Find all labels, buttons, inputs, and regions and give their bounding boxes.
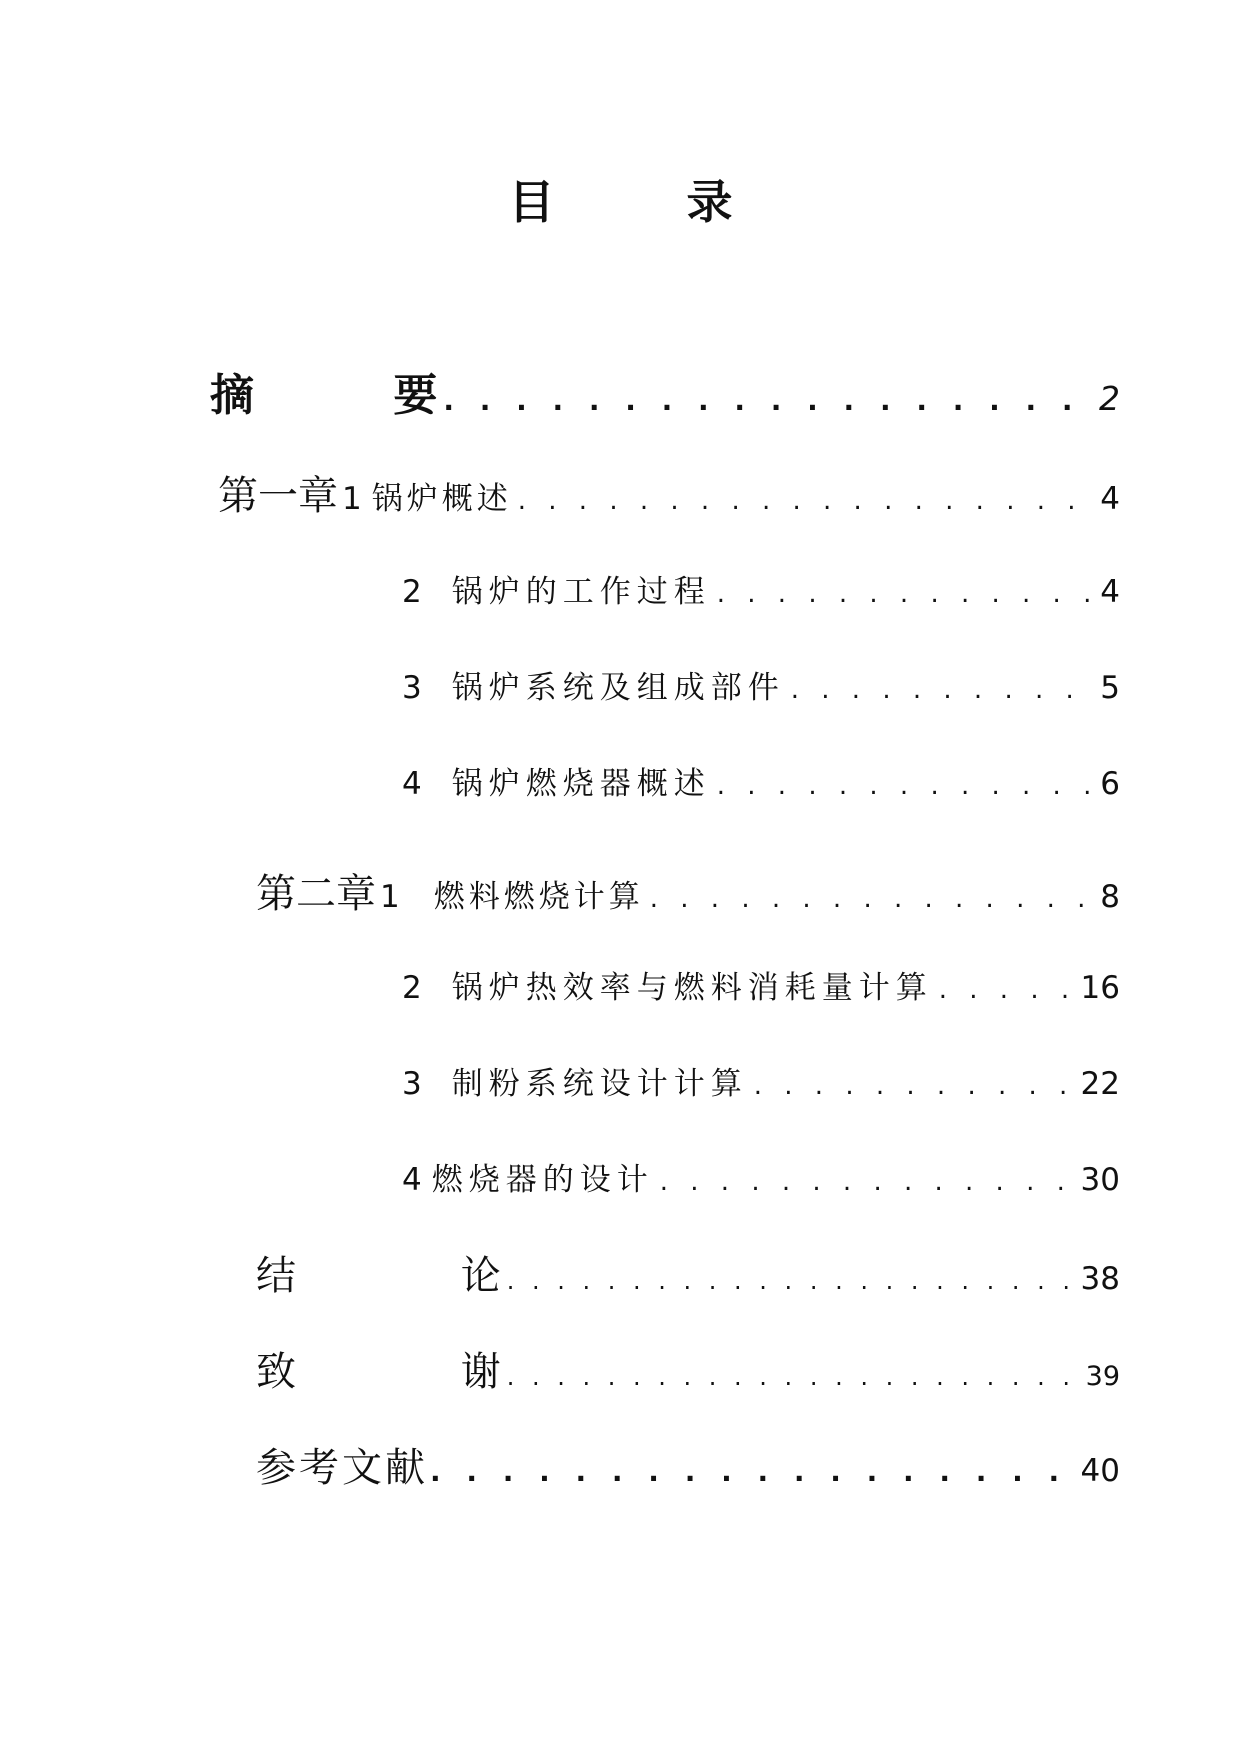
- toc-entry-ch1-2[interactable]: [402, 562, 1120, 622]
- page-title: 目 录: [508, 175, 791, 229]
- section-number: 3: [402, 670, 422, 706]
- section-title: 锅炉的工作过程: [451, 574, 711, 610]
- section-number: 4: [402, 766, 422, 802]
- dot-leader: [430, 1442, 1075, 1502]
- section-number: 1: [342, 481, 362, 517]
- toc-entry-ch2-1[interactable]: [256, 864, 1120, 924]
- dot-leader: [791, 660, 1095, 720]
- section-title: 制粉系统设计计算: [451, 1066, 748, 1102]
- toc-entry-ch2-4[interactable]: [402, 1150, 1120, 1210]
- page-number: 2: [1099, 379, 1120, 418]
- section-number: 2: [402, 574, 422, 610]
- section-number: 4: [402, 1162, 422, 1198]
- dot-leader: [939, 960, 1075, 1020]
- page-number: 4: [1100, 481, 1120, 517]
- dot-leader: [507, 1251, 1075, 1311]
- toc-entry-label: 摘 要: [210, 370, 500, 421]
- page-number: 38: [1080, 1261, 1120, 1297]
- page-number: 22: [1080, 1066, 1120, 1102]
- page-number: 16: [1080, 970, 1120, 1006]
- page-number: 8: [1100, 879, 1120, 915]
- section-number: 1: [380, 879, 400, 915]
- dot-leader: [518, 471, 1095, 531]
- page-number: 30: [1080, 1162, 1120, 1198]
- page-number: 39: [1085, 1361, 1120, 1392]
- page-number: 40: [1080, 1453, 1120, 1489]
- section-title: 锅炉热效率与燃料消耗量计算: [451, 970, 933, 1006]
- toc-entry-ch1-3[interactable]: [402, 658, 1120, 718]
- section-title: 燃料燃烧计算: [433, 879, 644, 915]
- section-title: 锅炉燃烧器概述: [451, 766, 711, 802]
- dot-leader: [443, 371, 1093, 431]
- dot-leader: [754, 1056, 1075, 1116]
- toc-entry-ch1-1[interactable]: [218, 466, 1120, 526]
- toc-entry-abstract[interactable]: [210, 366, 1120, 426]
- dot-leader: [507, 1347, 1080, 1407]
- toc-entry-label: 结 论: [256, 1253, 577, 1299]
- page-number: 4: [1100, 574, 1120, 610]
- toc-entry-label: 参考文献: [256, 1445, 428, 1491]
- toc-entry-label: 致 谢: [256, 1349, 577, 1395]
- chapter-heading: 第一章: [218, 473, 338, 519]
- chapter-heading: 第二章: [256, 871, 376, 917]
- dot-leader: [717, 564, 1095, 624]
- dot-leader: [650, 869, 1095, 929]
- section-number: 3: [402, 1066, 422, 1102]
- toc-entry-ch1-4[interactable]: [402, 754, 1120, 814]
- section-title: 燃烧器的设计: [431, 1162, 654, 1198]
- page-number: 6: [1100, 766, 1120, 802]
- toc-entry-ch2-2[interactable]: [402, 958, 1120, 1018]
- dot-leader: [660, 1152, 1075, 1212]
- section-number: 2: [402, 970, 422, 1006]
- section-title: 锅炉系统及组成部件: [451, 670, 785, 706]
- dot-leader: [717, 756, 1095, 816]
- toc-entry-ch2-3[interactable]: [402, 1054, 1120, 1114]
- toc-entry-acknowledgements[interactable]: [256, 1342, 1120, 1402]
- section-title: 锅炉概述: [371, 481, 512, 517]
- page-number: 5: [1100, 670, 1120, 706]
- toc-entry-references[interactable]: [256, 1438, 1120, 1498]
- toc-entry-conclusion[interactable]: [256, 1246, 1120, 1306]
